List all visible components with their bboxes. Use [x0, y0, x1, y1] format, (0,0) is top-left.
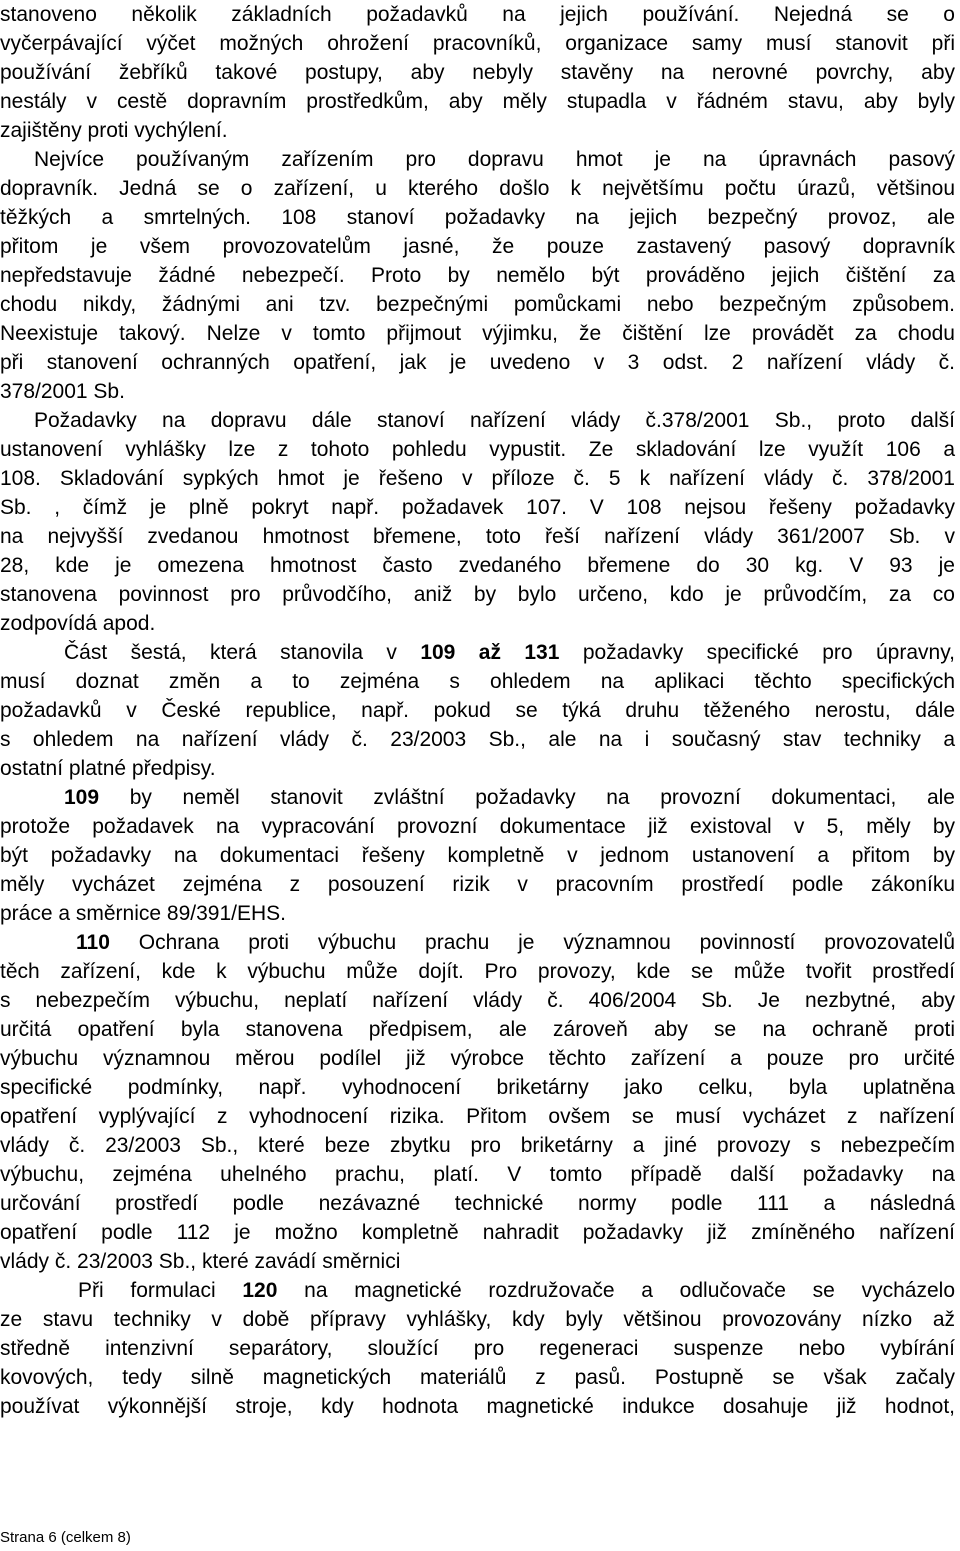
text-line: Nejvíce používaným zařízením pro dopravu hmot je na úpravnách pasový — [34, 148, 955, 171]
text-line: výbuchu, zejména uhelného prachu, platí. V tomto případě další požadavky na — [0, 1163, 955, 1186]
text-line: vlády č. 23/2003 Sb., které beze zbytku pro briketárny a jiné provozy s nebezpečím — [0, 1134, 955, 1157]
text-line: zajištěny proti vychýlení. — [0, 119, 228, 142]
text-line: při stanovení ochranných opatření, jak je uvedeno v 3 odst. 2 nařízení vlády č. — [0, 351, 955, 374]
text-line: těch zařízení, kde k výbuchu může dojít. Pro provozy, kde se může tvořit prostředí — [0, 960, 955, 983]
text-line: zodpovídá apod. — [0, 612, 156, 635]
text-line: vlády č. 23/2003 Sb., které zavádí směrnici — [0, 1250, 401, 1273]
text-line: ostatní platné předpisy. — [0, 757, 216, 780]
text-line: stanoveno několik základních požadavků na jejich používání. Nejedná se o — [0, 3, 955, 26]
text-line: opatření vyplývající z vyhodnocení rizika. Přitom ovšem se musí vycházet z nařízení — [0, 1105, 955, 1128]
text-line: práce a směrnice 89/391/EHS. — [0, 902, 286, 925]
text-line: s nebezpečím výbuchu, neplatí nařízení vlády č. 406/2004 Sb. Je nezbytné, aby — [0, 989, 955, 1012]
text-line: chodu nikdy, žádnými ani tzv. bezpečnými pomůckami nebo bezpečným způsobem. — [0, 293, 955, 316]
text-line: vyčerpávající výčet možných ohrožení pracovníků, organizace samy musí stanovit při — [0, 32, 955, 55]
text-line: ustanovení vyhlášky lze z tohoto pohledu vypustit. Ze skladování lze využít 106 a — [0, 438, 955, 461]
text-line: specifické podmínky, např. vyhodnocení briketárny jako celku, byla uplatněna — [0, 1076, 955, 1099]
text-line: nestály v cestě dopravním prostředkům, aby měly stupadla v řádném stavu, aby byly — [0, 90, 955, 113]
paragraph-part-six — [0, 638, 955, 783]
text-run: na magnetické rozdružovače a odlučovače se vycházelo — [277, 1279, 955, 1302]
text-line: stanovena povinnost pro průvodčího, aniž by bylo určeno, kdo je průvodčím, za co — [0, 583, 955, 606]
section-reference: 109 — [64, 786, 100, 809]
paragraph-section-110 — [0, 928, 955, 1276]
page-number: Strana 6 (celkem 8) — [0, 1529, 131, 1546]
paragraph-conveyor — [0, 145, 955, 406]
text-line: 108. Skladování sypkých hmot je řešeno v příloze č. 5 k nařízení vlády č. 378/2001 — [0, 467, 955, 490]
text-line — [0, 928, 955, 957]
text-line: přitom je všem provozovatelům jasné, že pouze zastavený pasový dopravník — [0, 235, 955, 258]
text-run: Část šestá, která stanovila v — [64, 641, 421, 664]
paragraph-transport-requirements — [0, 406, 955, 638]
text-line: používání žebříků takové postupy, aby nebyly stavěny na nerovné povrchy, aby — [0, 61, 955, 84]
text-line: být požadavky na dokumentaci řešeny kompletně v jednom ustanovení a přitom by — [0, 844, 955, 867]
section-reference: 109 až 131 — [420, 641, 560, 664]
text-line: protože požadavek na vypracování provozní dokumentace již existoval v 5, měly by — [0, 815, 955, 838]
text-line: nepředstavuje žádné nebezpečí. Proto by nemělo být prováděno jejich čištění za — [0, 264, 955, 287]
text-line — [0, 638, 955, 667]
text-line: na nejvyšší zvedanou hmotnost břemene, toto řeší nařízení vlády 361/2007 Sb. v — [0, 525, 955, 548]
text-line: požadavků v České republice, např. pokud se týká druhu těženého nerostu, dále — [0, 699, 955, 722]
text-line: 28, kde je omezena hmotnost často zvedaného břemene do 30 kg. V 93 je — [0, 554, 955, 577]
text-run: Při formulaci — [78, 1279, 243, 1302]
text-line: středně intenzivní separátory, sloužící pro regeneraci suspenze nebo vybírání — [0, 1337, 955, 1360]
text-line: těžkých a smrtelných. 108 stanoví požadavky na jejich bezpečný provoz, ale — [0, 206, 955, 229]
text-line: 378/2001 Sb. — [0, 380, 125, 403]
text-line: musí doznat změn a to zejména s ohledem na aplikaci těchto specifických — [0, 670, 955, 693]
section-reference: 110 — [76, 931, 110, 954]
section-reference: 120 — [242, 1279, 278, 1302]
text-line — [0, 1276, 955, 1305]
paragraph-section-109 — [0, 783, 955, 928]
text-line: Požadavky na dopravu dále stanoví nařízení vlády č.378/2001 Sb., proto další — [34, 409, 955, 432]
text-line: ze stavu techniky v době přípravy vyhlášky, kdy byly většinou provozovány nízko až — [0, 1308, 955, 1331]
text-line: Sb. , čímž je plně pokryt např. požadavek 107. V 108 nejsou řešeny požadavky — [0, 496, 955, 519]
text-line: výbuchu významnou měrou podílel již výrobce těchto zařízení a pouze pro určité — [0, 1047, 955, 1070]
text-line: kovových, tedy silně magnetických materiálů z pasů. Postupně se však začaly — [0, 1366, 955, 1389]
text-line: určitá opatření byla stanovena předpisem, ale zároveň aby se na ochraně proti — [0, 1018, 955, 1041]
paragraph-section-120 — [0, 1276, 955, 1421]
text-line: dopravník. Jedná se o zařízení, u kterého došlo k největšímu počtu úrazů, většinou — [0, 177, 955, 200]
text-run: by neměl stanovit zvláštní požadavky na provozní dokumentaci, ale — [99, 786, 955, 809]
text-line — [0, 783, 955, 812]
page-footer — [0, 1529, 131, 1547]
paragraph-ladders — [0, 0, 955, 145]
text-line: Neexistuje takový. Nelze v tomto přijmout výjimku, že čištění lze provádět za chodu — [0, 322, 955, 345]
text-line: používat výkonnější stroje, kdy hodnota magnetické indukce dosahuje již hodnot, — [0, 1395, 955, 1418]
text-line: určování prostředí podle nezávazné technické normy podle 111 a následná — [0, 1192, 955, 1215]
text-line: měly vycházet zejména z posouzení rizik v pracovním prostředí podle zákoníku — [0, 873, 955, 896]
text-line: opatření podle 112 je možno kompletně nahradit požadavky již zmíněného nařízení — [0, 1221, 955, 1244]
text-line: s ohledem na nařízení vlády č. 23/2003 Sb., ale na i současný stav techniky a — [0, 728, 955, 751]
text-run: Ochrana proti výbuchu prachu je významnou povinností provozovatelů — [109, 931, 955, 954]
text-run: požadavky specifické pro úpravny, — [559, 641, 955, 664]
